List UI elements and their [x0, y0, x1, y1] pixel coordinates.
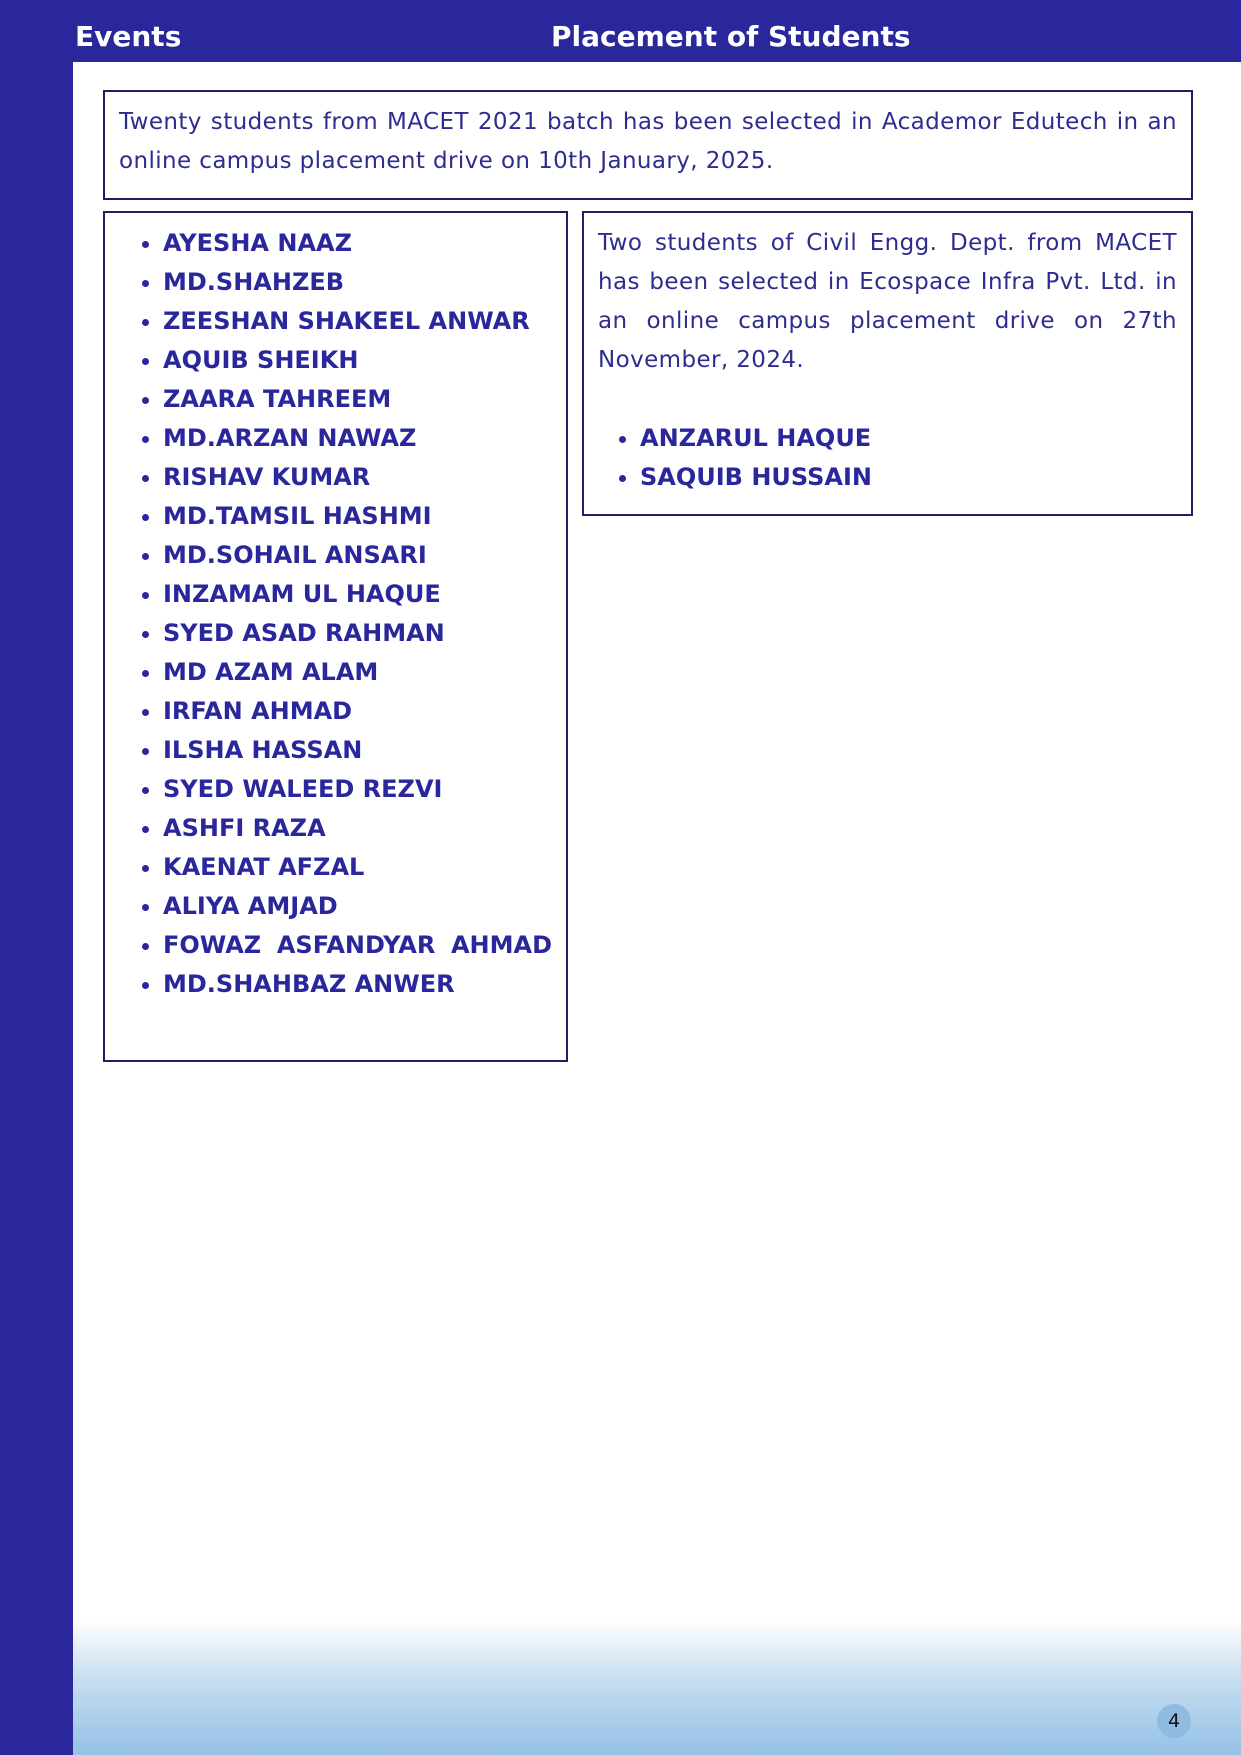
academor-student-list-box: [103, 211, 568, 1062]
list-item: • MD.TAMSIL HASHMI: [163, 497, 552, 536]
page-number: 4: [1157, 1704, 1191, 1738]
intro-text: Twenty students from MACET 2021 batch has been selected in Academor Edutech in an online campus placement drive on 10th January, 2025.: [119, 109, 1177, 174]
list-item: • ALIYA AMJAD: [163, 887, 552, 926]
intro-box: [103, 90, 1193, 200]
list-item: • ZEESHAN SHAKEEL ANWAR: [163, 302, 552, 341]
list-item: • SYED WALEED REZVI: [163, 770, 552, 809]
left-sidebar-band: [0, 0, 73, 1755]
list-item: • ASHFI RAZA: [163, 809, 552, 848]
list-item: • MD.ARZAN NAWAZ: [163, 419, 552, 458]
page-header: [0, 0, 1241, 62]
list-item: • ILSHA HASSAN: [163, 731, 552, 770]
list-item: • AYESHA NAAZ: [163, 224, 552, 263]
list-item: • ANZARUL HAQUE: [640, 419, 1177, 458]
list-item: • AQUIB SHEIKH: [163, 341, 552, 380]
page-title: Placement of Students: [551, 20, 911, 53]
list-item: • KAENAT AFZAL: [163, 848, 552, 887]
list-item: • SAQUIB HUSSAIN: [640, 458, 1177, 497]
list-item: • SYED ASAD RAHMAN: [163, 614, 552, 653]
footer-gradient: [73, 1620, 1241, 1755]
list-item: • IRFAN AHMAD: [163, 692, 552, 731]
list-item: • RISHAV KUMAR: [163, 458, 552, 497]
list-item: • MD.SOHAIL ANSARI: [163, 536, 552, 575]
section-label: Events: [75, 20, 182, 53]
list-item: • INZAMAM UL HAQUE: [163, 575, 552, 614]
list-item: • MD.SHAHZEB: [163, 263, 552, 302]
academor-student-list: [105, 224, 552, 1004]
ecospace-student-list: [598, 419, 1177, 497]
ecospace-box: [582, 211, 1193, 516]
list-item: • MD AZAM ALAM: [163, 653, 552, 692]
list-item: • FOWAZ ASFANDYAR AHMAD: [163, 926, 552, 965]
list-item: • MD.SHAHBAZ ANWER: [163, 965, 552, 1004]
list-item: • ZAARA TAHREEM: [163, 380, 552, 419]
ecospace-text: Two students of Civil Engg. Dept. from MACET has been selected in Ecospace Infra Pvt. Ltd. in an online campus placement drive on 27th November, 2024.: [598, 230, 1177, 373]
